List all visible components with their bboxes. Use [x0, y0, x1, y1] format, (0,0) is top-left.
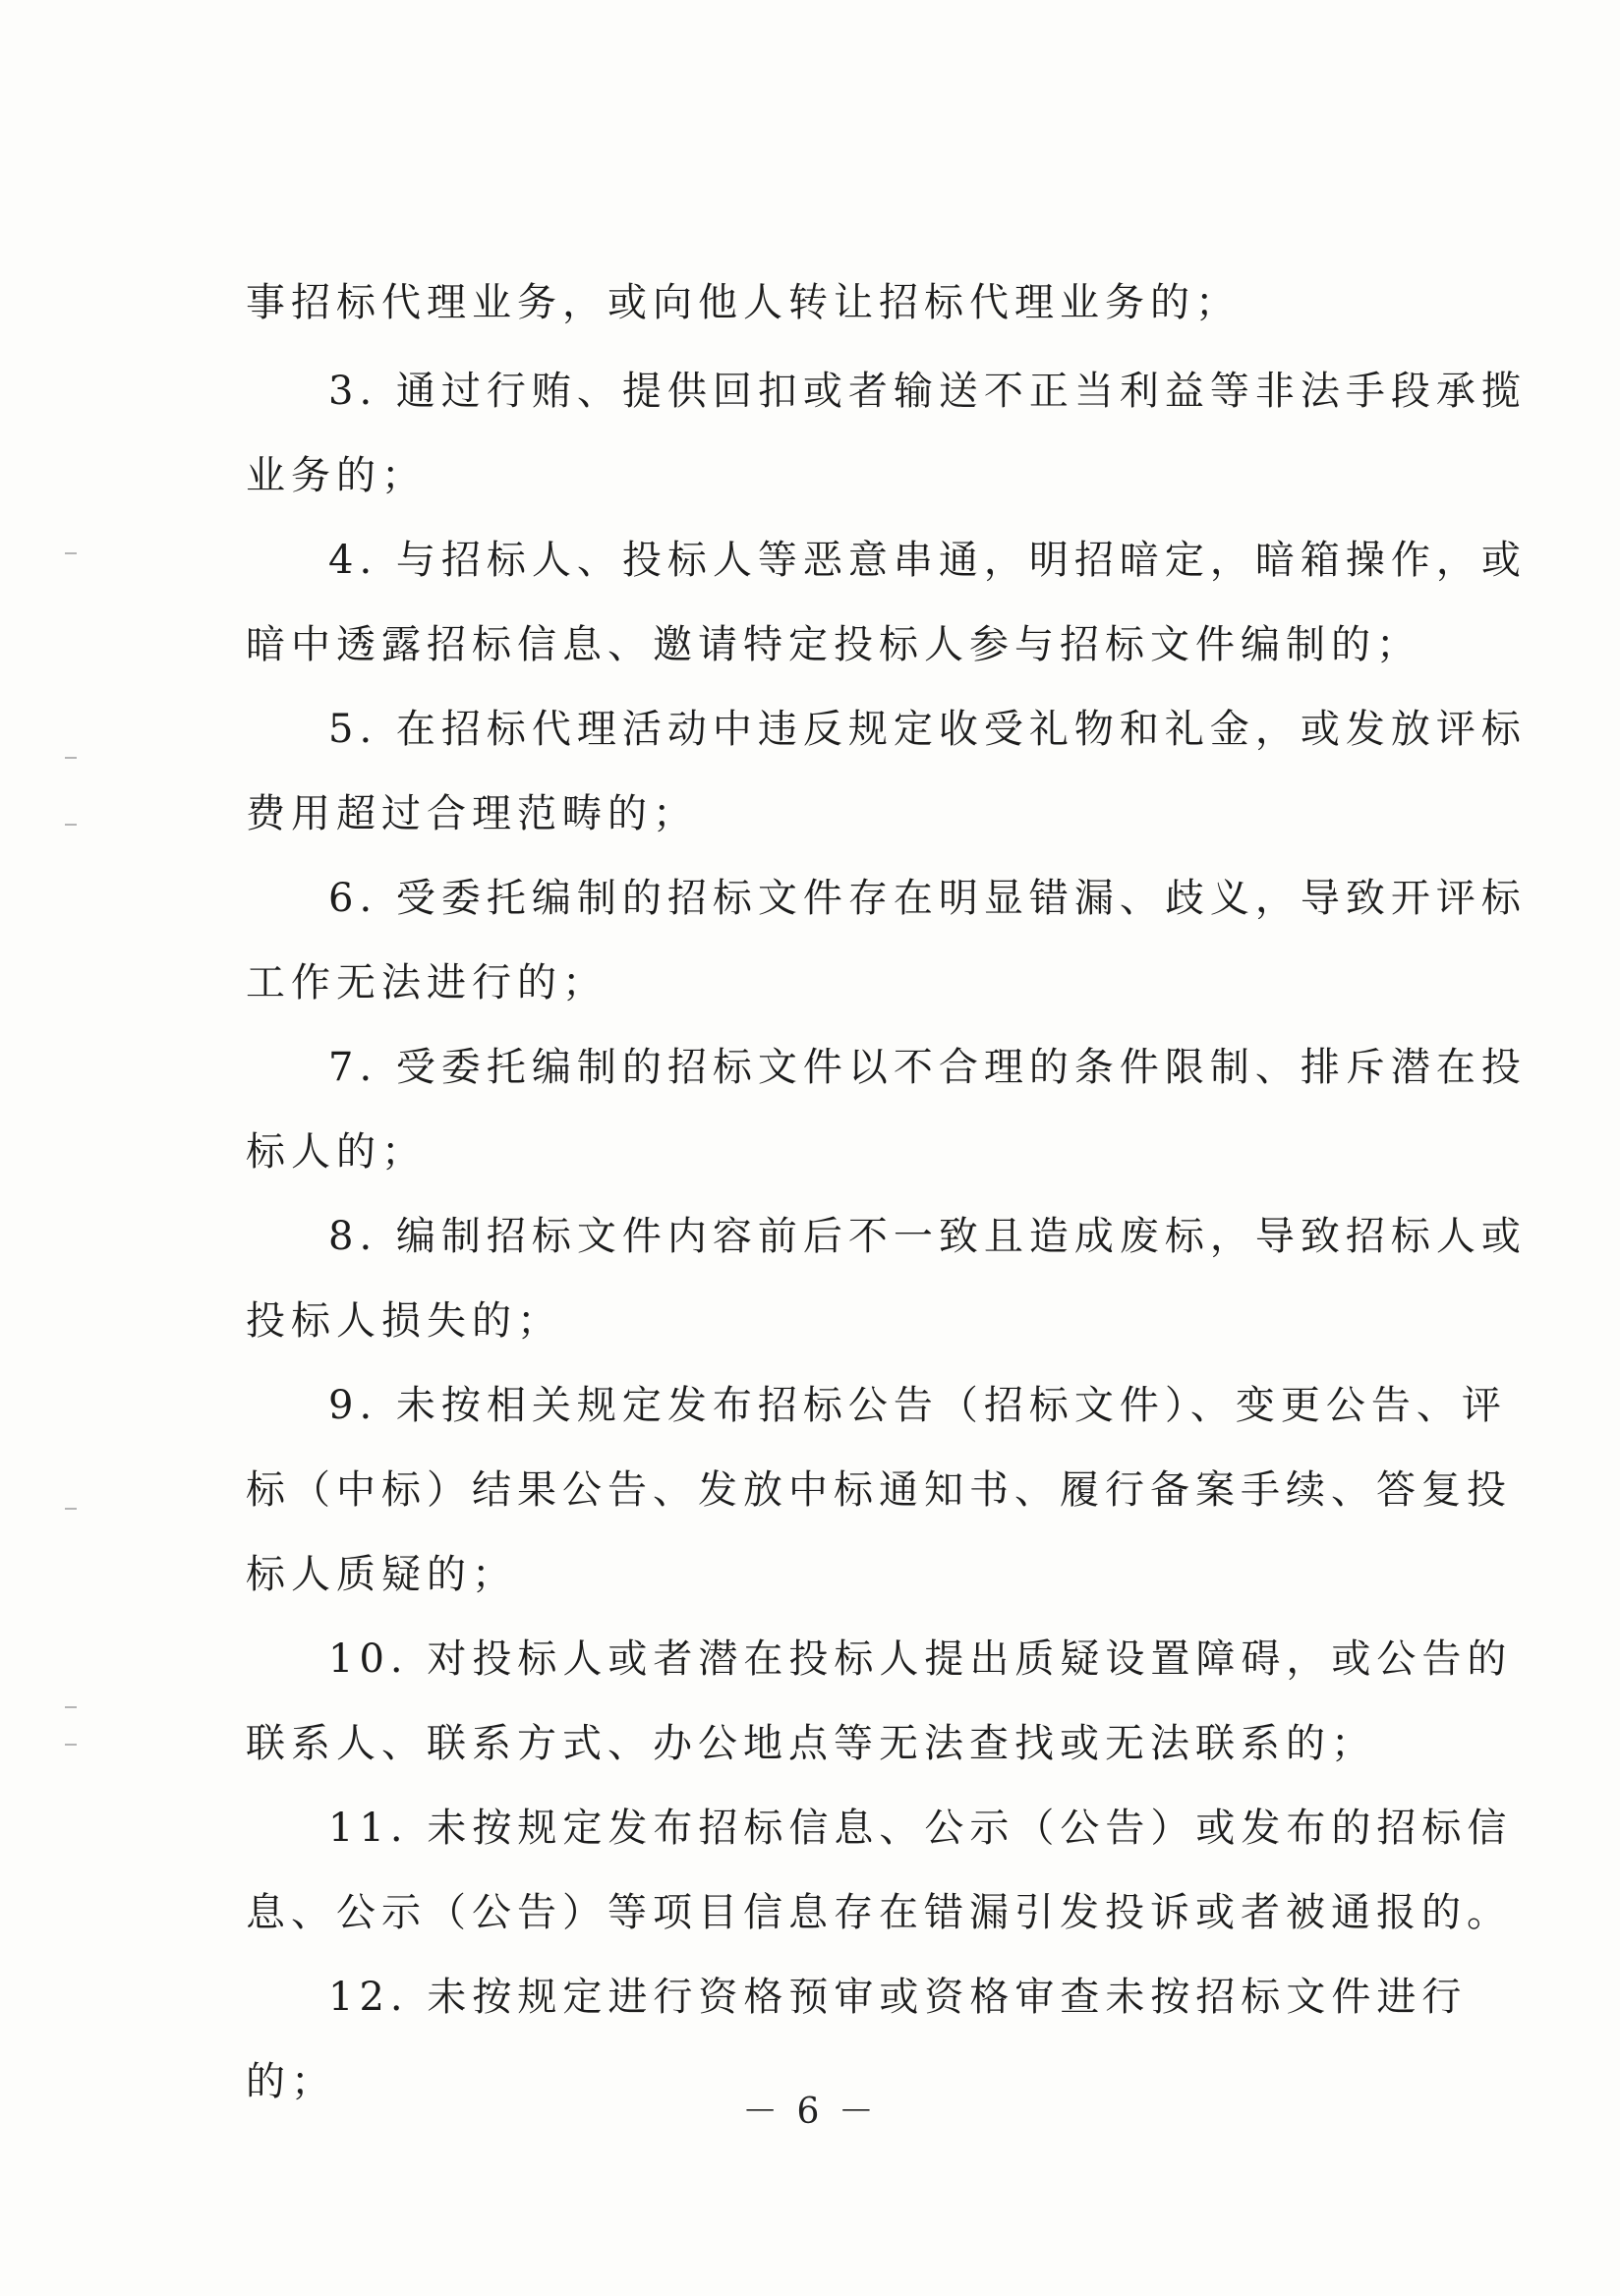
- item-8-line: 8. 编制招标文件内容前后不一致且造成废标，导致招标人或: [328, 1214, 1527, 1259]
- scan-mark: [65, 757, 77, 759]
- text-line: 业务的；: [246, 453, 427, 498]
- text-line: 费用超过合理范畴的；: [246, 791, 698, 836]
- item-4-line: 4. 与招标人、投标人等恶意串通，明招暗定，暗箱操作，或: [328, 538, 1527, 583]
- text-line: 息、公示（公告）等项目信息存在错漏引发投诉或者被通报的。: [246, 1890, 1512, 1935]
- item-9-line: 9. 未按相关规定发布招标公告（招标文件）、变更公告、评: [328, 1383, 1507, 1428]
- item-12-line: 12. 未按规定进行资格预审或资格审查未按招标文件进行: [328, 1975, 1468, 2020]
- item-5-line: 5. 在招标代理活动中违反规定收受礼物和礼金，或发放评标: [328, 707, 1527, 752]
- scan-mark: [65, 552, 77, 554]
- text-line: 事招标代理业务，或向他人转让招标代理业务的；: [246, 280, 1241, 325]
- item-3-line: 3. 通过行贿、提供回扣或者输送不正当利益等非法手段承揽: [328, 369, 1527, 414]
- text-line: 投标人损失的；: [246, 1298, 562, 1344]
- text-line: 联系人、联系方式、办公地点等无法查找或无法联系的；: [246, 1721, 1376, 1766]
- item-6-line: 6. 受委托编制的招标文件存在明显错漏、歧义，导致开评标: [328, 876, 1527, 921]
- page-number: － 6 －: [742, 2092, 878, 2132]
- scan-mark: [65, 1744, 77, 1746]
- item-7-line: 7. 受委托编制的招标文件以不合理的条件限制、排斥潜在投: [328, 1045, 1527, 1090]
- text-line: 标人质疑的；: [246, 1552, 517, 1597]
- item-11-line: 11. 未按规定发布招标信息、公示（公告）或发布的招标信: [328, 1806, 1513, 1851]
- scan-mark: [65, 1706, 77, 1708]
- text-line: 标人的；: [246, 1129, 427, 1175]
- scan-mark: [65, 1508, 77, 1510]
- item-10-line: 10. 对投标人或者潜在投标人提出质疑设置障碍，或公告的: [328, 1636, 1513, 1682]
- text-line: 暗中透露招标信息、邀请特定投标人参与招标文件编制的；: [246, 622, 1421, 667]
- text-line: 标（中标）结果公告、发放中标通知书、履行备案手续、答复投: [246, 1467, 1512, 1513]
- scan-mark: [65, 824, 77, 826]
- text-line: 的；: [246, 2059, 336, 2104]
- text-line: 工作无法进行的；: [246, 960, 608, 1005]
